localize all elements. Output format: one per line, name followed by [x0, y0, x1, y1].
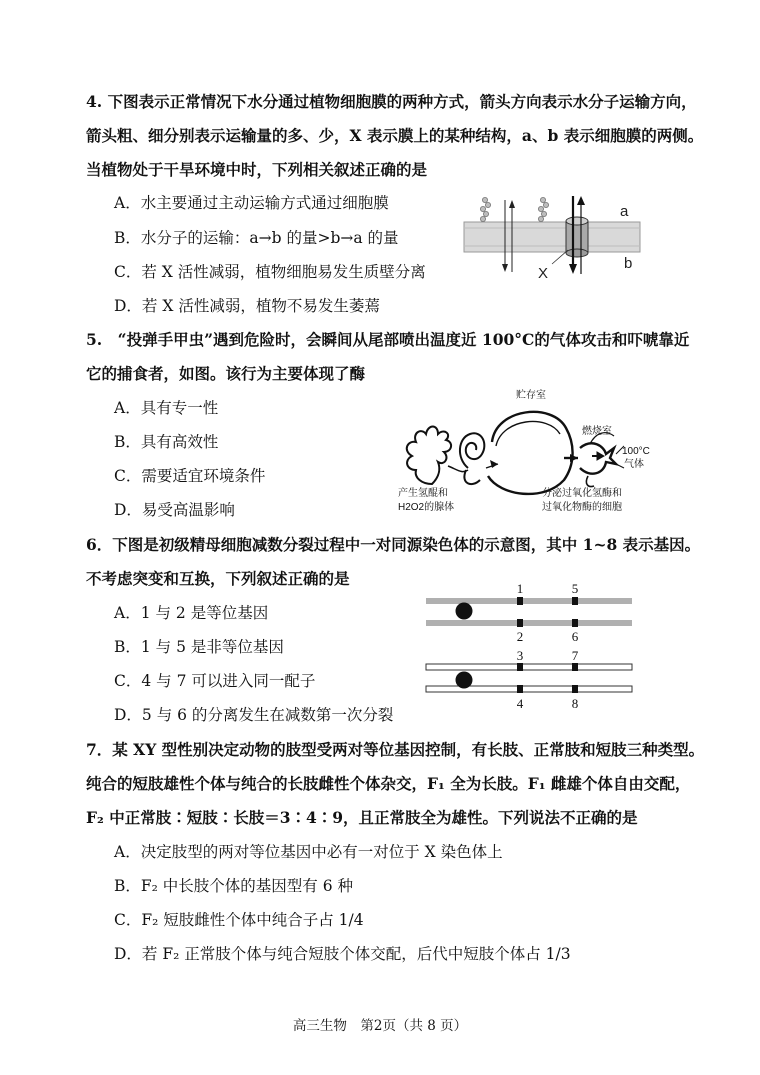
q6-chromosome-figure: [424, 578, 636, 712]
q6-stem-line-1: 6．下图是初级精母细胞减数分裂过程中一对同源染色体的示意图，其中 1~8 表示基因。: [86, 535, 701, 554]
q4-stem-line-1: 4. 下图表示正常情况下水分通过植物细胞膜的两种方式，箭头方向表示水分子运输方向，: [86, 92, 697, 111]
page-footer: 高三生物 第2页（共 8 页）: [292, 1018, 468, 1034]
q4-membrane-figure: [462, 192, 662, 284]
q5-beetle-gland-figure: [392, 384, 662, 524]
q4-option-d: D．若 X 活性减弱，植物不易发生萎蔫: [114, 297, 380, 315]
q7-option-b: B．F₂ 中长肢个体的基因型有 6 种: [114, 877, 354, 895]
label-gland-2: H2O2的腺体: [398, 502, 455, 513]
q5-option-d: D．易受高温影响: [114, 501, 235, 519]
gene-2: 2: [516, 629, 524, 644]
q5-option-b: B．具有高效性: [114, 433, 219, 451]
q4-option-b: B．水分子的运输：a→b 的量>b→a 的量: [114, 229, 399, 247]
gene-1: 1: [516, 581, 524, 596]
q7-option-d: D．若 F₂ 正常肢个体与纯合短肢个体交配，后代中短肢个体占 1/3: [114, 945, 571, 963]
gene-7: 7: [571, 648, 579, 663]
q6-option-d: D．5 与 6 的分离发生在减数第一次分裂: [114, 706, 394, 724]
q7-option-c: C．F₂ 短肢雌性个体中纯合子占 1/4: [114, 911, 364, 929]
q7-stem-line-1: 7．某 XY 型性别决定动物的肢型受两对等位基因控制，有长肢、正常肢和短肢三种类型。: [86, 740, 705, 759]
label-combustion: 燃烧室: [582, 426, 612, 437]
label-gas-temp: 100°C: [622, 446, 650, 457]
gene-8: 8: [571, 696, 579, 711]
gene-3: 3: [516, 648, 524, 663]
label-x: X: [538, 265, 549, 282]
q6-stem-line-2: 不考虑突变和互换，下列叙述正确的是: [86, 569, 350, 588]
label-b: b: [624, 255, 633, 272]
label-gas: 气体: [624, 459, 644, 470]
q5-stem-line-1: 5. “投弹手甲虫”遇到危险时，会瞬间从尾部喷出温度近 100°C的气体攻击和吓唬靠近: [86, 330, 690, 349]
q7-stem-line-3: F₂ 中正常肢∶短肢∶长肢＝3∶4∶9，且正常肢全为雄性。下列说法不正确的是: [86, 808, 638, 827]
label-cells-1: 分泌过氧化氢酶和: [542, 488, 622, 499]
label-a: a: [620, 203, 629, 220]
q6-option-a: A．1 与 2 是等位基因: [114, 604, 269, 622]
q5-stem-line-2: 它的捕食者，如图。该行为主要体现了酶: [86, 364, 366, 383]
gene-4: 4: [516, 696, 524, 711]
q7-option-a: A．决定肢型的两对等位基因中必有一对位于 X 染色体上: [114, 843, 503, 861]
q6-option-c: C．4 与 7 可以进入同一配子: [114, 672, 316, 690]
label-cells-2: 过氧化物酶的细胞: [542, 502, 622, 513]
q4-stem-line-3: 当植物处于干旱环境中时，下列相关叙述正确的是: [86, 160, 428, 179]
q4-stem-line-2: 箭头粗、细分别表示运输量的多、少，X 表示膜上的某种结构，a、b 表示细胞膜的两侧。: [86, 126, 704, 145]
q4-option-c: C．若 X 活性减弱，植物细胞易发生质壁分离: [114, 263, 426, 281]
q7-stem-line-2: 纯合的短肢雄性个体与纯合的长肢雌性个体杂交，F₁ 全为长肢。F₁ 雌雄个体自由交配，: [86, 774, 691, 793]
label-storage: 贮存室: [516, 390, 546, 401]
q4-option-a: A．水主要通过主动运输方式通过细胞膜: [114, 194, 389, 212]
q6-option-b: B．1 与 5 是非等位基因: [114, 638, 284, 656]
q5-option-c: C．需要适宜环境条件: [114, 467, 266, 485]
gene-6: 6: [571, 629, 579, 644]
q5-option-a: A．具有专一性: [114, 399, 219, 417]
gene-5: 5: [571, 581, 579, 596]
label-gland-1: 产生氢醌和: [398, 488, 448, 499]
